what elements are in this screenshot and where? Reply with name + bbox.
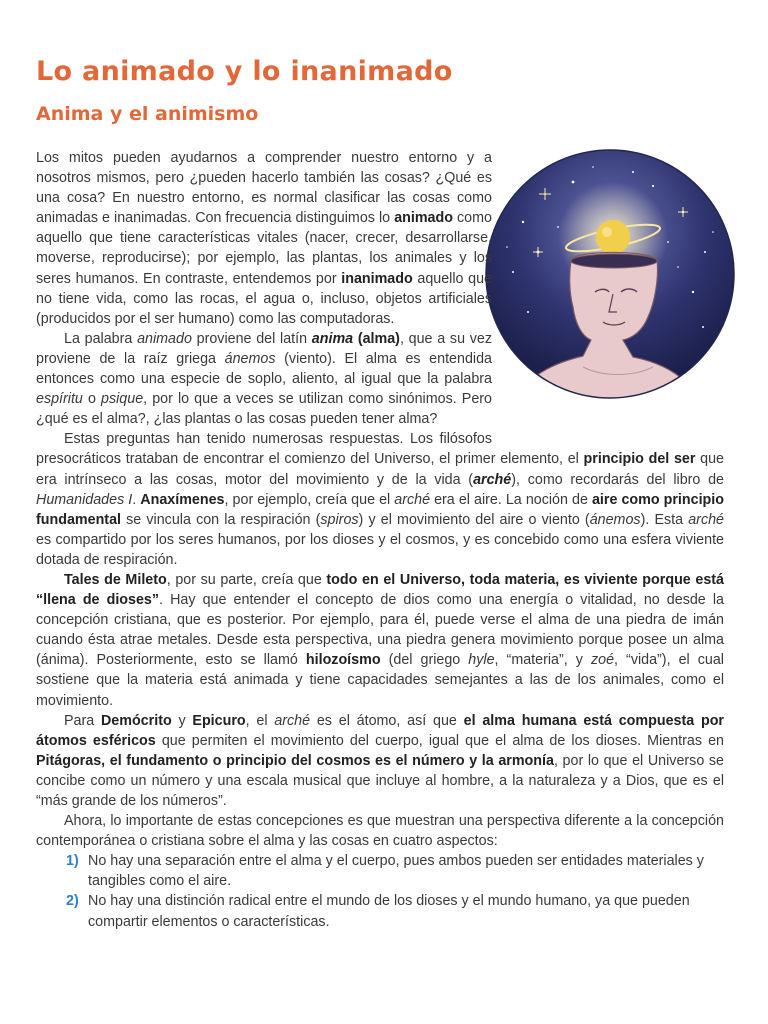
- italic-term: zoé: [590, 652, 615, 669]
- text-run: es el átomo, así que: [310, 712, 464, 729]
- text-run: Ahora, lo importante de estas concepciones es que muestran una perspectiva diferente a la concepción contemporánea o cristiana sobre el alma y las cosas en cuatro aspectos:: [36, 813, 724, 850]
- text-run: proviene del latín: [191, 330, 312, 347]
- text-run: (del griego: [380, 652, 469, 669]
- paragraph-3: [36, 429, 724, 570]
- text-run: . Hay que entender el concepto de dios como una energía o vitalidad, no desde la concepción cristiana, que es posterior. Por ejemplo, para él, puede verse el alma de una piedra de imán cuando ésta atrae metales. Desde esta perspectiva, una piedra genera movimiento porque posee un alma (ánima). Posteriormente, esto se llamó: [36, 592, 724, 669]
- italic-term: hyle: [468, 652, 495, 669]
- term-anima: anima: [311, 330, 354, 347]
- italic-term: arché: [274, 712, 311, 729]
- text-run: ), como recordarás del libro de: [511, 471, 725, 488]
- term-aire: aire como principio fundamental: [36, 491, 724, 528]
- page-title: Lo animado y lo inanimado: [36, 56, 453, 87]
- term-democrito: Demócrito: [100, 712, 172, 729]
- text-run: o: [82, 391, 102, 408]
- illustration-spacer: [492, 148, 724, 444]
- text-run: (viento). El alma es entendida entonces como una especie de soplo, aliento, al igual que la palabra: [36, 350, 492, 388]
- key-statement: todo en el Universo, toda materia, es viviente porque está “llena de dioses”: [36, 571, 724, 609]
- text-run: era el aire. La noción de: [430, 491, 592, 508]
- text-run: Los mitos pueden ayudarnos a comprender nuestro entorno y a nosotros mismos, pero ¿pueden hacerlo también las cosas? ¿Qué es una cosa? En nuestro entorno, es normal clasificar las cosas como animadas e inanimadas. Con frecuencia distinguimos lo: [36, 150, 492, 227]
- term-arche: arché: [473, 471, 512, 488]
- italic-term: ánemos: [224, 350, 276, 367]
- text-run: , por ejemplo, creía que el: [224, 491, 395, 508]
- term-inanimado: inanimado: [341, 270, 413, 287]
- italic-term: spiros: [320, 511, 359, 528]
- text-run: y: [171, 712, 193, 729]
- italic-term: espíritu: [36, 391, 83, 408]
- paragraph-5: [36, 711, 724, 811]
- list-number: 2): [66, 893, 79, 910]
- term-animado: animado: [394, 210, 453, 227]
- text-run: como aquello que tiene características vitales (nacer, crecer, desarrollarse, moverse, reproducirse); por ejemplo, las plantas, los animales y los seres humanos. En contraste, entendemos por: [36, 210, 492, 287]
- term-alma: (alma): [353, 330, 400, 347]
- text-run: , por su parte, creía que: [166, 571, 327, 588]
- text-run: La palabra: [64, 330, 138, 347]
- text-run: , el: [245, 712, 275, 729]
- text-run: se vincula con la respiración (: [121, 511, 321, 528]
- text-run: es compartido por los seres humanos, por los dioses y el cosmos, y es concebido como una esfera viviente dotada de respiración.: [36, 531, 724, 568]
- list-number: 1): [66, 853, 79, 870]
- text-run: Estas preguntas han tenido numerosas respuestas. Los filósofos presocráticos trataban de encontrar el comienzo del Universo, el primer elemento, el: [36, 431, 584, 468]
- text-run: que era intrínseco a las cosas, motor del movimiento y de la vida (: [36, 451, 725, 488]
- paragraph-6: [36, 811, 724, 851]
- text-run: , “vida”), el cual sostiene que la materia está animada y tiene capacidades semejantes a las de los animales, como el movimiento.: [36, 652, 724, 709]
- italic-term: Humanidades I: [36, 491, 133, 508]
- body-text: [36, 148, 724, 932]
- italic-term: animado: [137, 330, 192, 347]
- text-run: que permiten el movimiento del cuerpo, igual que el alma de los dioses. Mientras en: [155, 732, 724, 749]
- section-subtitle: Anima y el animismo: [36, 103, 259, 125]
- term-tales: Tales de Mileto: [64, 571, 167, 588]
- text-run: , por lo que el Universo se concibe como un número y una escala musical que incluye al hombre, a la naturaleza y a Dios, que es el “más grande de los números”.: [36, 752, 724, 809]
- list-item-text: No hay una separación entre el alma y el cuerpo, pues ambos pueden ser entidades materiales y tangibles como el aire.: [88, 853, 704, 890]
- aspects-list: [36, 851, 724, 931]
- term-anaximenes: Anaxímenes: [140, 491, 225, 508]
- text-run: , “materia”, y: [494, 652, 591, 669]
- italic-term: arché: [394, 491, 431, 508]
- key-statement: el alma humana está compuesta por átomos esféricos: [36, 712, 725, 749]
- text-run: aquello que no tiene vida, como las rocas, el agua o, incluso, objetos artificiales (producidos por el ser humano) como las computadoras.: [36, 270, 492, 327]
- italic-term: ánemos: [589, 511, 641, 528]
- key-statement: Pitágoras, el fundamento o principio del cosmos es el número y la armonía: [36, 752, 554, 769]
- text-run: ). Esta: [640, 511, 689, 528]
- term-principio-del-ser: principio del ser: [583, 451, 696, 468]
- term-hilozoismo: hilozoísmo: [305, 652, 381, 669]
- text-run: .: [132, 491, 141, 508]
- italic-term: arché: [688, 511, 724, 528]
- list-item: [36, 891, 724, 931]
- term-epicuro: Epicuro: [192, 712, 246, 729]
- paragraph-4: [36, 570, 724, 711]
- text-run: ) y el movimiento del aire o viento (: [358, 511, 590, 528]
- list-item-text: No hay una distinción radical entre el mundo de los dioses y el mundo humano, ya que pueden compartir elementos o características.: [88, 893, 690, 930]
- text-run: , que a su vez proviene de la raíz griega: [36, 330, 492, 367]
- list-item: [36, 851, 724, 891]
- text-run: , por lo que a veces se utilizan como sinónimos. Pero ¿qué es el alma?, ¿las plantas o las cosas pueden tener alma?: [36, 391, 492, 428]
- text-run: Para: [64, 712, 101, 729]
- italic-term: psique: [101, 391, 144, 408]
